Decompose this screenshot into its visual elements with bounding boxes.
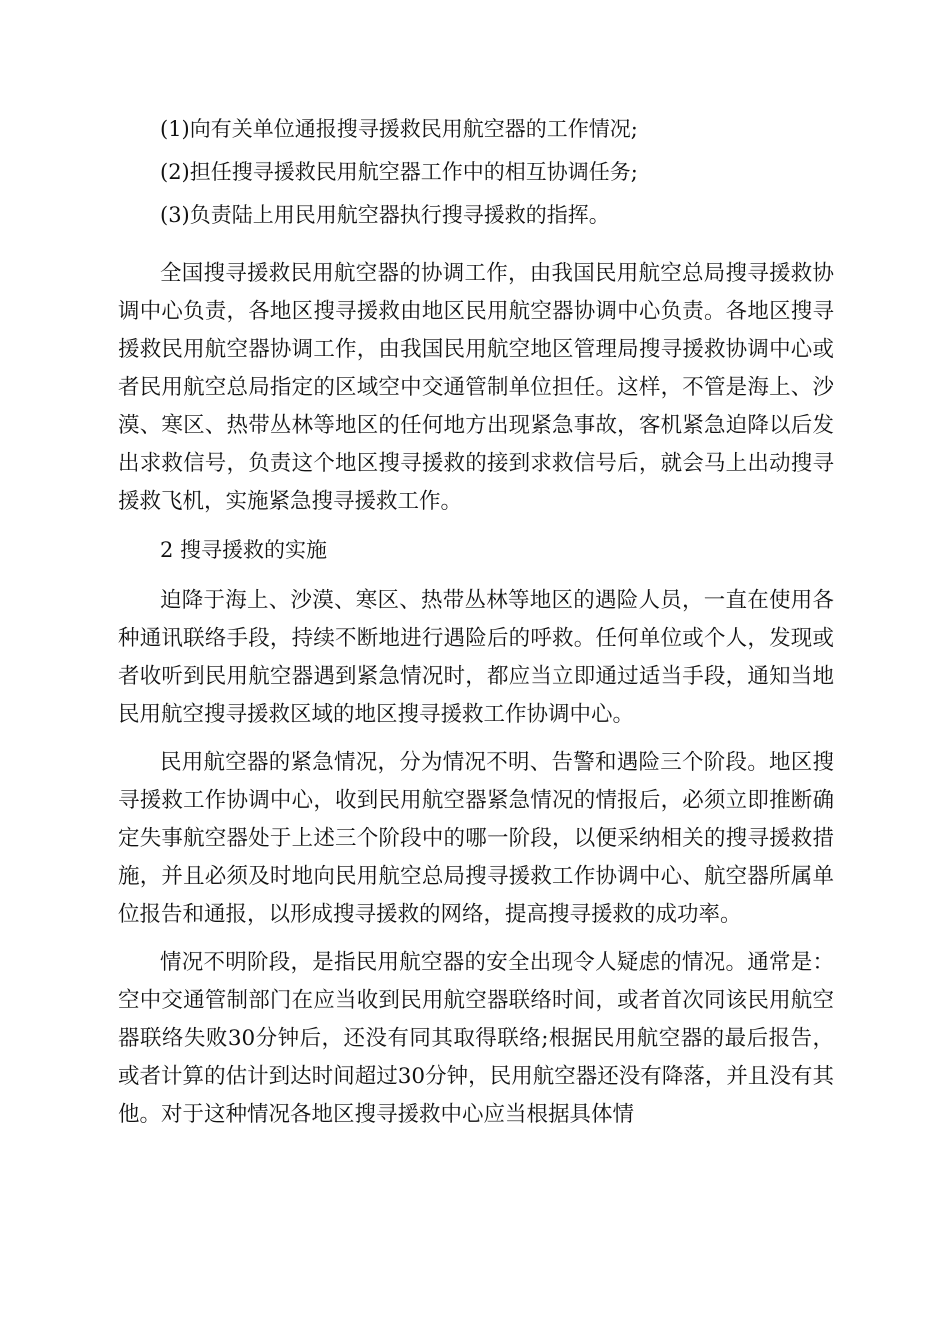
paragraph-uncertainty-phase: 情况不明阶段，是指民用航空器的安全出现令人疑虑的情况。通常是：空中交通管制部门在应当收到民用航空器联络时间，或者首次同该民用航空器联络失败30分钟后，还没有同其取得联络;根据民用航空器的最后报告，或者计算的估计到达时间超过30分钟，民用航空器还没有降落，并且没有其他。对于这种情况各地区搜寻援救中心应当根据具体情: [118, 950, 834, 1127]
list-item-2: (2)担任搜寻援救民用航空器工作中的相互协调任务;: [160, 160, 638, 184]
paragraph-emergency-phases: 民用航空器的紧急情况，分为情况不明、告警和遇险三个阶段。地区搜寻援救工作协调中心，收到民用航空器紧急情况的情报后，必须立即推断确定失事航空器处于上述三个阶段中的哪一阶段，以便采纳相关的搜寻援救措施，并且必须及时地向民用航空总局搜寻援救工作协调中心、航空器所属单位报告和通报，以形成搜寻援救的网络，提高搜寻援救的成功率。: [118, 750, 834, 927]
paragraph-distress-call: 迫降于海上、沙漠、寒区、热带丛林等地区的遇险人员，一直在使用各种通讯联络手段，持续不断地进行遇险后的呼救。任何单位或个人，发现或者收听到民用航空器遇到紧急情况时，都应当立即通过适当手段，通知当地民用航空搜寻援救区域的地区搜寻援救工作协调中心。: [118, 588, 834, 727]
paragraph-coordination: 全国搜寻援救民用航空器的协调工作，由我国民用航空总局搜寻援救协调中心负责，各地区搜寻援救由地区民用航空器协调中心负责。各地区搜寻援救民用航空器协调工作，由我国民用航空地区管理局搜寻援救协调中心或者民用航空总局指定的区域空中交通管制单位担任。这样，不管是海上、沙漠、寒区、热带丛林等地区的任何地方出现紧急事故，客机紧急迫降以后发出求救信号，负责这个地区搜寻援救的接到求救信号后，就会马上出动搜寻援救飞机，实施紧急搜寻援救工作。: [118, 261, 834, 514]
list-item-3: (3)负责陆上用民用航空器执行搜寻援救的指挥。: [160, 203, 610, 227]
list-item-1: (1)向有关单位通报搜寻援救民用航空器的工作情况;: [160, 117, 638, 141]
document-body: [118, 108, 834, 1140]
section-heading: 2 搜寻援救的实施: [160, 538, 328, 562]
